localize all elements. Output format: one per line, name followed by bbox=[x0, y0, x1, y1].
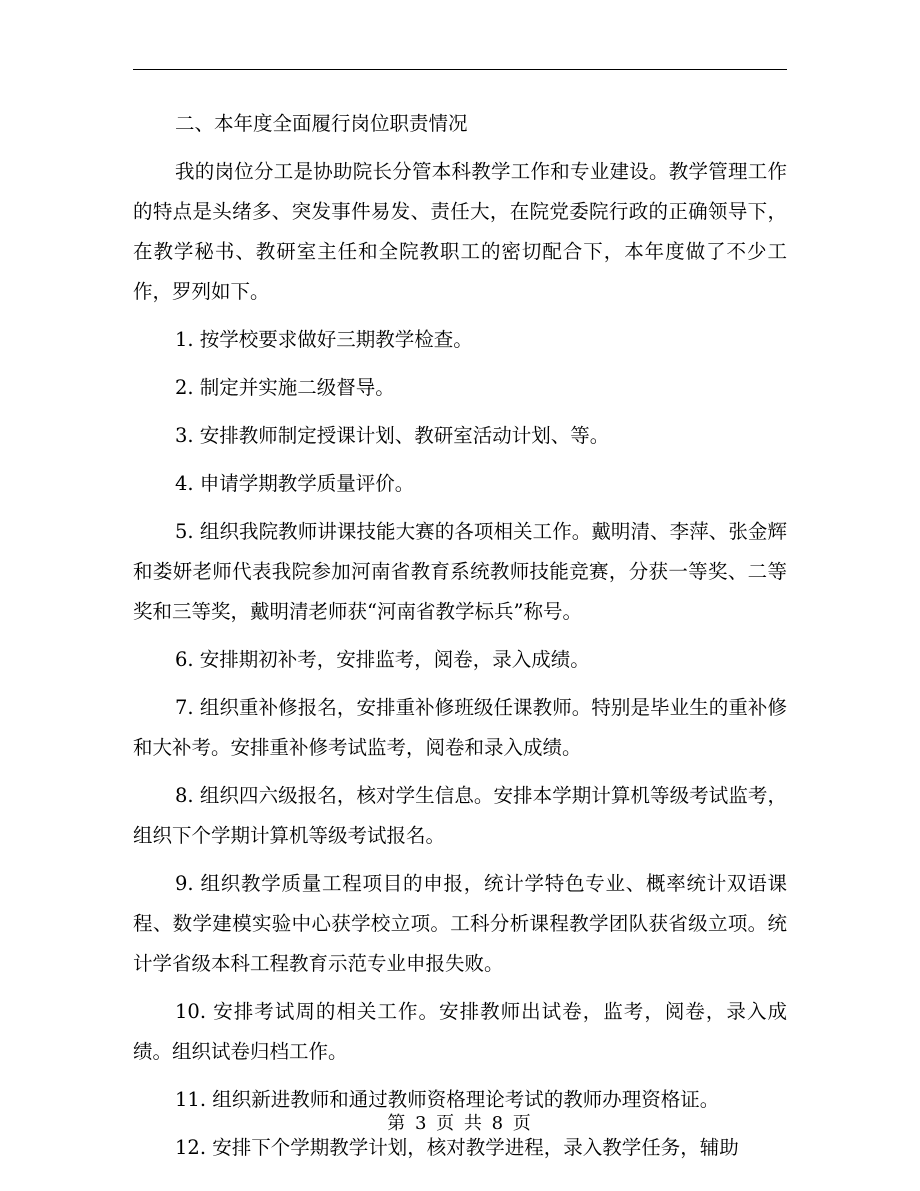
list-item: 8. 组织四六级报名，核对学生信息。安排本学期计算机等级考试监考，组织下个学期计算机等级考试报名。 bbox=[133, 784, 787, 847]
document-body bbox=[133, 104, 787, 1168]
list-item: 7. 组织重补修报名，安排重补修班级任课教师。特别是毕业生的重补修和大补考。安排重补修考试监考，阅卷和录入成绩。 bbox=[133, 696, 787, 759]
list-item: 12. 安排下个学期教学计划，核对教学进程，录入教学任务，辅助 bbox=[175, 1136, 739, 1159]
header-rule bbox=[133, 69, 787, 70]
list-item: 9. 组织教学质量工程项目的申报，统计学特色专业、概率统计双语课程、数学建模实验中心获学校立项。工科分析课程教学团队获省级立项。统计学省级本科工程教育示范专业申报失败。 bbox=[133, 872, 787, 975]
list-item: 6. 安排期初补考，安排监考，阅卷，录入成绩。 bbox=[175, 648, 590, 671]
list-item: 10. 安排考试周的相关工作。安排教师出试卷，监考，阅卷，录入成绩。组织试卷归档工作。 bbox=[133, 1000, 787, 1063]
page-number-footer: 第 3 页 共 8 页 bbox=[387, 1113, 533, 1134]
intro-paragraph: 我的岗位分工是协助院长分管本科教学工作和专业建设。教学管理工作的特点是头绪多、突发事件易发、责任大，在院党委院行政的正确领导下，在教学秘书、教研室主任和全院教职工的密切配合下，本年度做了不少工作，罗列如下。 bbox=[133, 160, 787, 303]
list-item: 5. 组织我院教师讲课技能大赛的各项相关工作。戴明清、李萍、张金辉和娄妍老师代表我院参加河南省教育系统教师技能竞赛，分获一等奖、二等奖和三等奖，戴明清老师获“河南省教学标兵”称号。 bbox=[133, 520, 787, 623]
list-item: 4. 申请学期教学质量评价。 bbox=[175, 472, 415, 495]
list-item: 11. 组织新进教师和通过教师资格理论考试的教师办理资格证。 bbox=[175, 1088, 720, 1111]
list-item: 2. 制定并实施二级督导。 bbox=[175, 376, 395, 399]
list-item: 1. 按学校要求做好三期教学检查。 bbox=[175, 328, 473, 351]
list-item: 3. 安排教师制定授课计划、教研室活动计划、等。 bbox=[175, 424, 610, 447]
section-heading: 二、本年度全面履行岗位职责情况 bbox=[175, 112, 468, 135]
